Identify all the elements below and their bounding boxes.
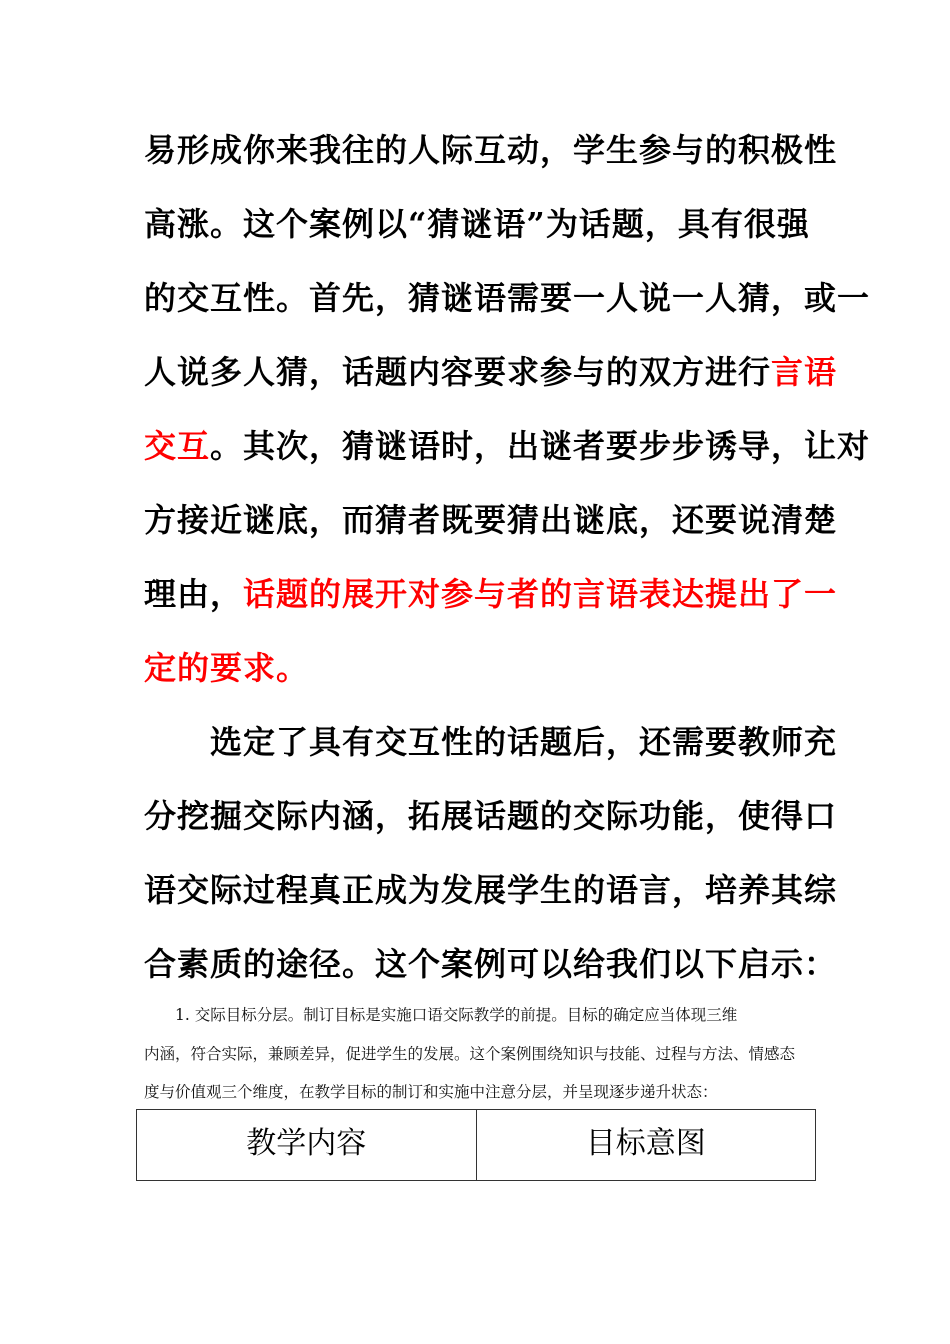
- text-line: [144, 204, 809, 244]
- highlighted-text: 言语: [771, 353, 838, 391]
- text-line: 分挖掘交际内涵，拓展话题的交际功能，使得口: [144, 797, 838, 835]
- text-segment: 易形成你来我往的人际互动，学生参与的积极性: [144, 131, 838, 169]
- small-text-line: 1. 交际目标分层。制订目标是实施口语交际教学的前提。目标的确定应当体现三维: [144, 1006, 738, 1024]
- text-line: 合素质的途径。这个案例可以给我们以下启示：: [144, 945, 838, 983]
- text-segment: 的交互性。首先，猜谜语需要一人说一人猜，或一: [144, 279, 871, 317]
- highlighted-text: 交互: [144, 427, 211, 465]
- text-line: [144, 500, 838, 540]
- highlighted-text: 定的要求。: [144, 649, 310, 687]
- text-segment: 高涨。这个案例以“猜谜语”为话题，具有很强: [144, 205, 810, 243]
- text-line: [144, 574, 838, 614]
- highlighted-text: 话题的展开对参与者的言语表达提出了一: [243, 575, 838, 613]
- text-line: [144, 352, 838, 392]
- small-text-line: 度与价值观三个维度，在教学目标的制订和实施中注意分层，并呈现逐步递升状态：: [144, 1083, 718, 1101]
- text-line: 语交际过程真正成为发展学生的语言，培养其综: [144, 871, 838, 909]
- text-segment: 人说多人猜，话题内容要求参与的双方进行: [144, 353, 772, 391]
- table-header-goal-intent: 目标意图: [476, 1110, 816, 1181]
- text-line: [144, 278, 871, 318]
- small-text-line: 内涵，符合实际，兼顾差异，促进学生的发展。这个案例围绕知识与技能、过程与方法、情感态: [144, 1045, 796, 1063]
- text-line: [144, 130, 838, 170]
- table-header-row: [137, 1110, 816, 1181]
- text-segment: 。其次，猜谜语时，出谜者要步步诱导，让对: [210, 427, 871, 465]
- text-line: [144, 648, 809, 688]
- table-header-teaching-content: 教学内容: [137, 1110, 477, 1181]
- text-segment: 理由，: [144, 575, 244, 613]
- text-segment: 方接近谜底，而猜者既要猜出谜底，还要说清楚: [144, 501, 838, 539]
- text-line: [144, 426, 871, 466]
- text-line: 选定了具有交互性的话题后，还需要教师充: [144, 723, 838, 761]
- goal-table: [136, 1109, 816, 1181]
